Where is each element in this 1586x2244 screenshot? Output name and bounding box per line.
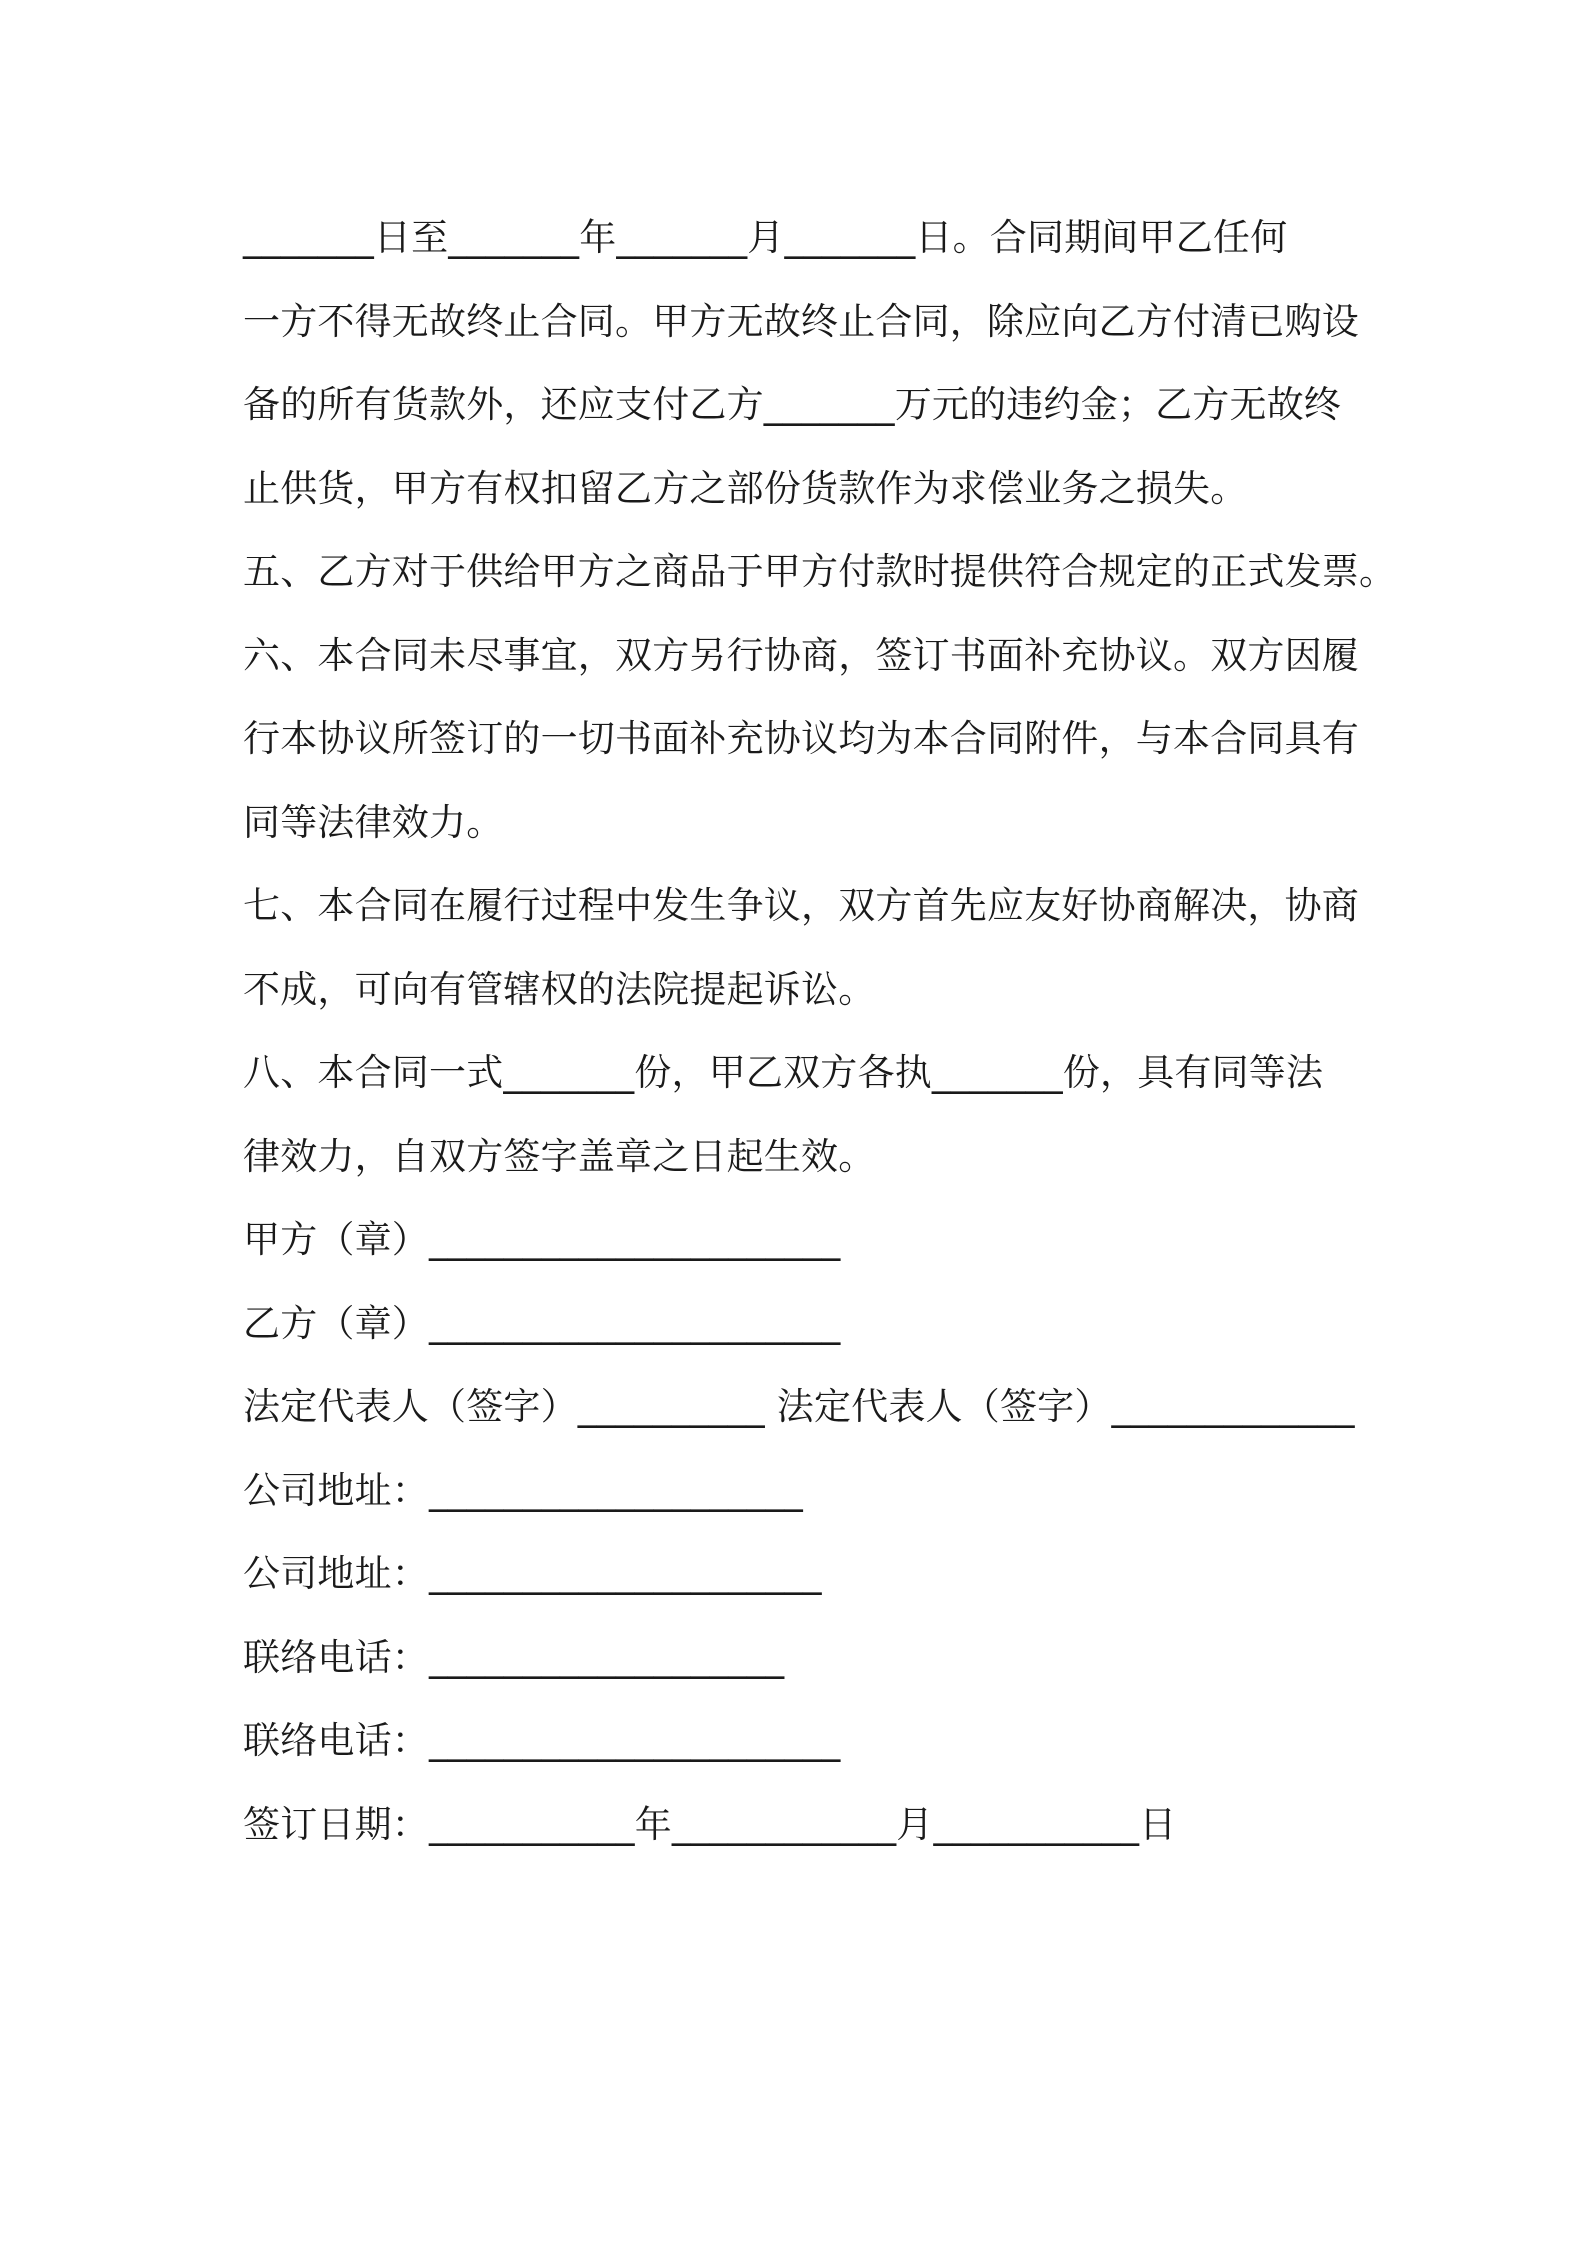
legal-representative-fields: 法定代表人（签字）__________ 法定代表人（签字）_____________ bbox=[243, 1385, 1355, 1428]
clause-eight: 八、本合同一式_______份，甲乙双方各执_______份，具有同等法 bbox=[243, 1051, 1324, 1094]
company-address-field: 公司地址：_____________________ bbox=[243, 1552, 822, 1595]
clause-seven: 七、本合同在履行过程中发生争议，双方首先应友好协商解决，协商 bbox=[243, 884, 1359, 927]
contract-line: 同等法律效力。 bbox=[243, 800, 504, 844]
party-b-seal-field: 乙方（章）______________________ bbox=[243, 1301, 841, 1345]
contract-line: _______日至_______年_______月_______日。合同期间甲乙任何 bbox=[243, 216, 1288, 259]
contract-body bbox=[243, 196, 1397, 1866]
clause-five: 五、乙方对于供给甲方之商品于甲方付款时提供符合规定的正式发票。 bbox=[243, 550, 1397, 593]
signing-date-field: 签订日期：___________年____________月___________日 bbox=[243, 1802, 1177, 1846]
contract-line: 行本协议所签订的一切书面补充协议均为本合同附件，与本合同具有 bbox=[243, 717, 1359, 760]
party-a-seal-field: 甲方（章）______________________ bbox=[243, 1218, 841, 1261]
contract-line: 止供货，甲方有权扣留乙方之部份货款作为求偿业务之损失。 bbox=[243, 466, 1248, 510]
company-address-field: 公司地址：____________________ bbox=[243, 1468, 803, 1512]
clause-six: 六、本合同未尽事宜，双方另行协商，签订书面补充协议。双方因履 bbox=[243, 633, 1359, 677]
contract-line: 律效力，自双方签字盖章之日起生效。 bbox=[243, 1134, 876, 1178]
contact-phone-field: 联络电话：___________________ bbox=[243, 1635, 785, 1679]
contract-line: 一方不得无故终止合同。甲方无故终止合同，除应向乙方付清已购设 bbox=[243, 299, 1359, 343]
contract-line: 不成，可向有管辖权的法院提起诉讼。 bbox=[243, 967, 876, 1011]
contact-phone-field: 联络电话：______________________ bbox=[243, 1719, 841, 1762]
contract-line: 备的所有货款外，还应支付乙方_______万元的违约金；乙方无故终 bbox=[243, 383, 1342, 426]
